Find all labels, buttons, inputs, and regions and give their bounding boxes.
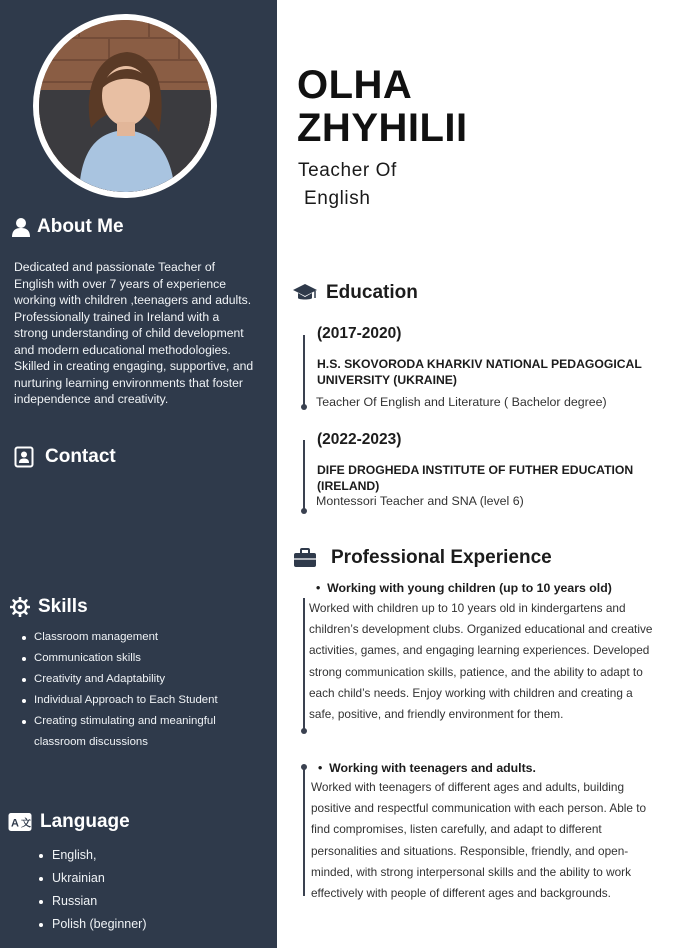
language-item: Polish (beginner) (38, 913, 147, 936)
experience-title-text: Working with young children (up to 10 years old) (327, 581, 612, 595)
experience-title-text: Working with teenagers and adults. (329, 761, 536, 775)
experience-timeline-2 (303, 768, 305, 896)
education-timeline-2 (303, 440, 305, 512)
about-text: Dedicated and passionate Teacher of English with over 7 years of experience working with children ,teenagers and adults. Professionally trained in Ireland with a strong understanding of child development and modern educational methodologies. Skilled in creating engaging, supportive, and nurturing learning environments that foster independence and creativity. (14, 260, 254, 406)
gear-icon (10, 597, 30, 617)
experience-title: • Working with young children (up to 10 years old) (316, 581, 612, 595)
education-degree: Teacher Of English and Literature ( Bachelor degree) (316, 395, 607, 409)
skills-heading (10, 596, 88, 618)
language-item: Ukrainian (38, 867, 147, 890)
education-institution: H.S. SKOVORODA KHARKIV NATIONAL PEDAGOGICAL UNIVERSITY (UKRAINE) (317, 357, 642, 387)
briefcase-icon (293, 548, 317, 568)
job-title-line1: Teacher Of (298, 160, 397, 181)
skills-heading-label: Skills (38, 596, 88, 617)
about-heading (11, 216, 124, 238)
education-heading (292, 282, 418, 304)
name-line-first: OLHA (297, 63, 413, 107)
education-degree: Montessori Teacher and SNA (level 6) (316, 494, 524, 508)
contact-heading (14, 446, 116, 468)
skill-item: Classroom management (20, 627, 260, 648)
experience-title: • Working with teenagers and adults. (318, 761, 536, 775)
svg-text:A: A (11, 817, 19, 830)
language-heading (8, 811, 130, 833)
job-title-line2: English (304, 188, 371, 209)
portrait-image (39, 20, 211, 192)
contact-heading-label: Contact (45, 446, 116, 467)
about-heading-label: About Me (37, 216, 124, 237)
language-list (38, 844, 147, 936)
svg-text:文: 文 (21, 818, 31, 830)
language-item: Russian (38, 890, 147, 913)
education-institution: DIFE DROGHEDA INSTITUTE OF FUTHER EDUCATION (IRELAND) (317, 463, 634, 493)
skill-item: Communication skills (20, 648, 260, 669)
experience-heading (293, 547, 552, 569)
job-title (298, 157, 397, 213)
full-name (297, 64, 468, 150)
language-item: English, (38, 844, 147, 867)
experience-heading-label: Professional Experience (331, 547, 552, 568)
experience-timeline-1 (303, 598, 305, 732)
timeline-dot (301, 404, 307, 410)
skill-item: Individual Approach to Each Student (20, 690, 260, 711)
timeline-dot (301, 508, 307, 514)
profile-photo-frame (33, 14, 217, 198)
education-heading-label: Education (326, 282, 418, 303)
sidebar (0, 0, 277, 948)
experience-description: Worked with teenagers of different ages and adults, building positive and respectful communication with each person. Able to find compromises, listen carefully, and adapt to different personalities and situations. Responsible, friendly, and open-minded, with strong interpersonal skills and the ability to work effectively with people of different ages and backgrounds. (311, 780, 647, 901)
education-years: (2017-2020) (317, 325, 402, 342)
language-heading-label: Language (40, 811, 130, 832)
skill-item: Creativity and Adaptability (20, 669, 260, 690)
experience-description: Worked with children up to 10 years old in kindergartens and children’s development clubs. Organized educational and creative activities, games, and engaging learning experiences. Developed strong communication skills, patience, and the ability to adapt to each child’s needs. Enjoy working with children and creating a safe, positive, and friendly environment for them. (309, 601, 653, 722)
graduation-cap-icon (292, 283, 318, 303)
person-icon (11, 217, 31, 237)
translate-icon (8, 812, 32, 832)
skill-item: Creating stimulating and meaningful classroom discussions (20, 711, 260, 753)
education-years: (2022-2023) (317, 431, 402, 448)
contact-card-icon (14, 446, 34, 468)
profile-photo (39, 20, 211, 192)
skills-list (20, 627, 260, 753)
education-timeline-1 (303, 335, 305, 408)
name-line-last: ZHYHILII (297, 106, 468, 150)
timeline-dot (301, 728, 307, 734)
